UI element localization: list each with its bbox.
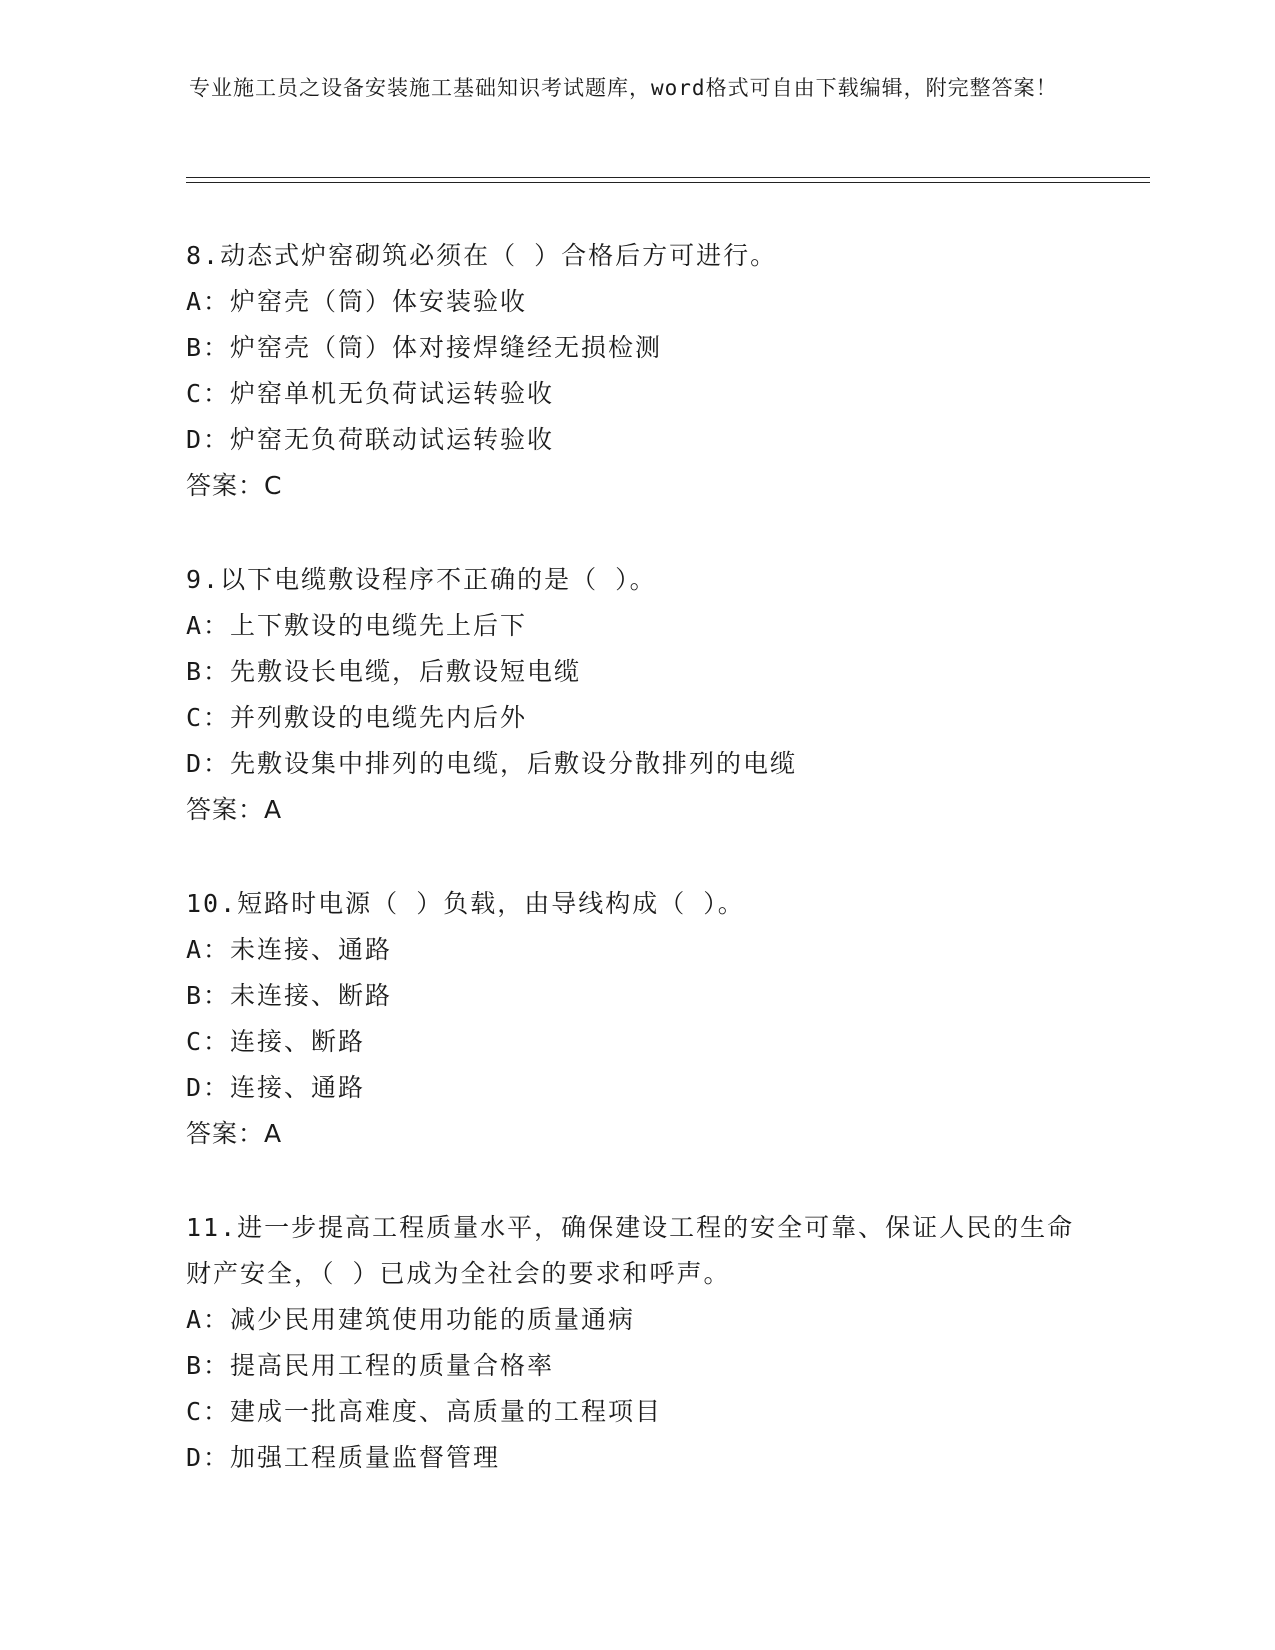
option-b: B：未连接、断路 (186, 981, 393, 1010)
option-c: C：并列敷设的电缆先内后外 (186, 703, 528, 732)
answer-label: 答案：A (186, 795, 283, 824)
question-stem: 11.进一步提高工程质量水平，确保建设工程的安全可靠、保证人民的生命财产安全，（ ）已成为全社会的要求和呼声。 (186, 1213, 1075, 1288)
option-c: C：连接、断路 (186, 1027, 366, 1056)
option-a: A：上下敷设的电缆先上后下 (186, 611, 528, 640)
answer-label: 答案：A (186, 1119, 283, 1148)
option-b: B：提高民用工程的质量合格率 (186, 1351, 555, 1380)
header-divider-bottom (186, 182, 1150, 183)
option-d: D：连接、通路 (186, 1073, 366, 1102)
option-a: A：炉窑壳（筒）体安装验收 (186, 287, 528, 316)
question-list (186, 233, 1086, 1529)
option-d: D：先敷设集中排列的电缆，后敷设分散排列的电缆 (186, 749, 798, 778)
option-c: C：建成一批高难度、高质量的工程项目 (186, 1397, 663, 1426)
question-stem: 8.动态式炉窑砌筑必须在（ ）合格后方可进行。 (186, 241, 778, 270)
option-b: B：炉窑壳（筒）体对接焊缝经无损检测 (186, 333, 663, 362)
answer-label: 答案：C (186, 471, 283, 500)
question-10 (186, 881, 1086, 1157)
option-a: A：减少民用建筑使用功能的质量通病 (186, 1305, 636, 1334)
question-8 (186, 233, 1086, 509)
option-d: D：炉窑无负荷联动试运转验收 (186, 425, 555, 454)
question-stem: 9.以下电缆敷设程序不正确的是（ ）。 (186, 565, 657, 594)
header-divider-top (186, 177, 1150, 178)
question-stem: 10.短路时电源（ ）负载，由导线构成（ ）。 (186, 889, 745, 918)
option-a: A：未连接、通路 (186, 935, 393, 964)
option-c: C：炉窑单机无负荷试运转验收 (186, 379, 555, 408)
option-d: D：加强工程质量监督管理 (186, 1443, 501, 1472)
document-intro: 专业施工员之设备安装施工基础知识考试题库，word格式可自由下载编辑，附完整答案！ (189, 76, 1058, 100)
question-11 (186, 1205, 1086, 1481)
option-b: B：先敷设长电缆，后敷设短电缆 (186, 657, 582, 686)
question-9 (186, 557, 1086, 833)
